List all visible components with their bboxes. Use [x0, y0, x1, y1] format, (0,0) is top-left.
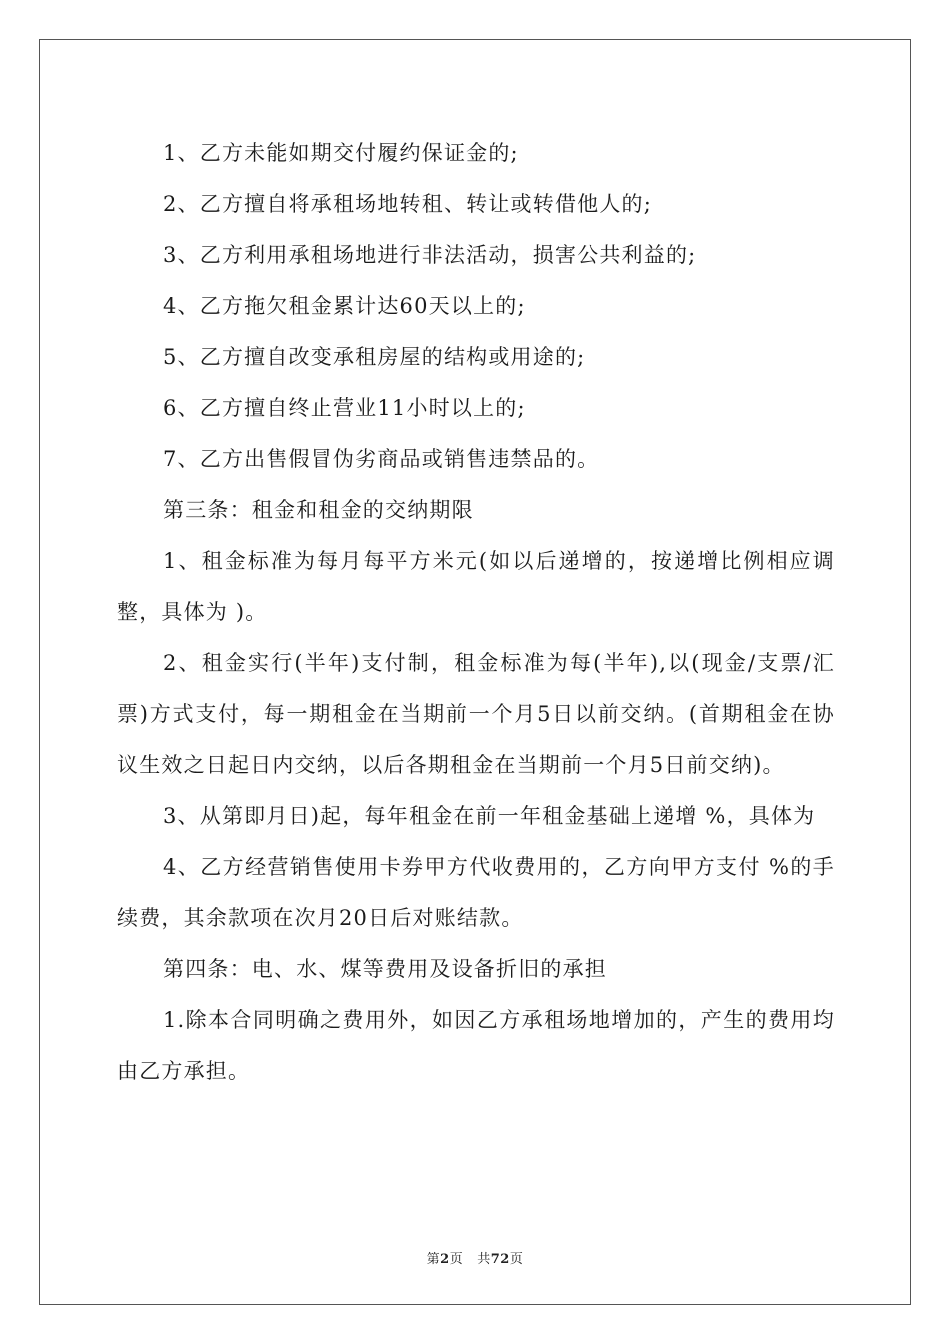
page-total: 72 [490, 1252, 510, 1267]
paragraph: 3、从第即月日)起，每年租金在前一年租金基础上递增 %，具体为 [163, 804, 816, 828]
paragraph: 1、租金标准为每月每平方米元(如以后递增的，按递增比例相应调整，具体为 )。 [117, 549, 835, 624]
paragraph: 1、乙方未能如期交付履约保证金的; [163, 141, 519, 165]
page-prefix: 第 [426, 1252, 441, 1267]
paragraph: 6、乙方擅自终止营业11小时以上的; [163, 396, 526, 420]
paragraph: 4、乙方经营销售使用卡券甲方代收费用的，乙方向甲方支付 %的手续费，其余款项在次月20日后对账结款。 [117, 855, 836, 930]
total-prefix: 共 [477, 1252, 491, 1267]
paragraph: 4、乙方拖欠租金累计达60天以上的; [163, 294, 526, 318]
page-current: 2 [440, 1252, 450, 1267]
section-heading: 第四条：电、水、煤等费用及设备折旧的承担 [163, 957, 607, 981]
paragraph: 3、乙方利用承租场地进行非法活动，损害公共利益的; [163, 243, 697, 267]
paragraph: 2、租金实行(半年)支付制，租金标准为每(半年),以(现金/支票/汇票)方式支付，每一期租金在当期前一个月5日以前交纳。(首期租金在协议生效之日起日内交纳，以后各期租金在当期前一个月5日前交纳)。 [117, 651, 835, 777]
page-footer [0, 1248, 950, 1267]
page-suffix: 页 [449, 1252, 464, 1267]
document-body [117, 128, 835, 1097]
paragraph: 2、乙方擅自将承租场地转租、转让或转借他人的; [163, 192, 653, 216]
paragraph: 5、乙方擅自改变承租房屋的结构或用途的; [163, 345, 586, 369]
section-heading: 第三条：租金和租金的交纳期限 [163, 498, 474, 522]
paragraph: 7、乙方出售假冒伪劣商品或销售违禁品的。 [163, 447, 600, 471]
paragraph: 1.除本合同明确之费用外，如因乙方承租场地增加的，产生的费用均由乙方承担。 [117, 1008, 835, 1083]
total-suffix: 页 [509, 1252, 524, 1267]
